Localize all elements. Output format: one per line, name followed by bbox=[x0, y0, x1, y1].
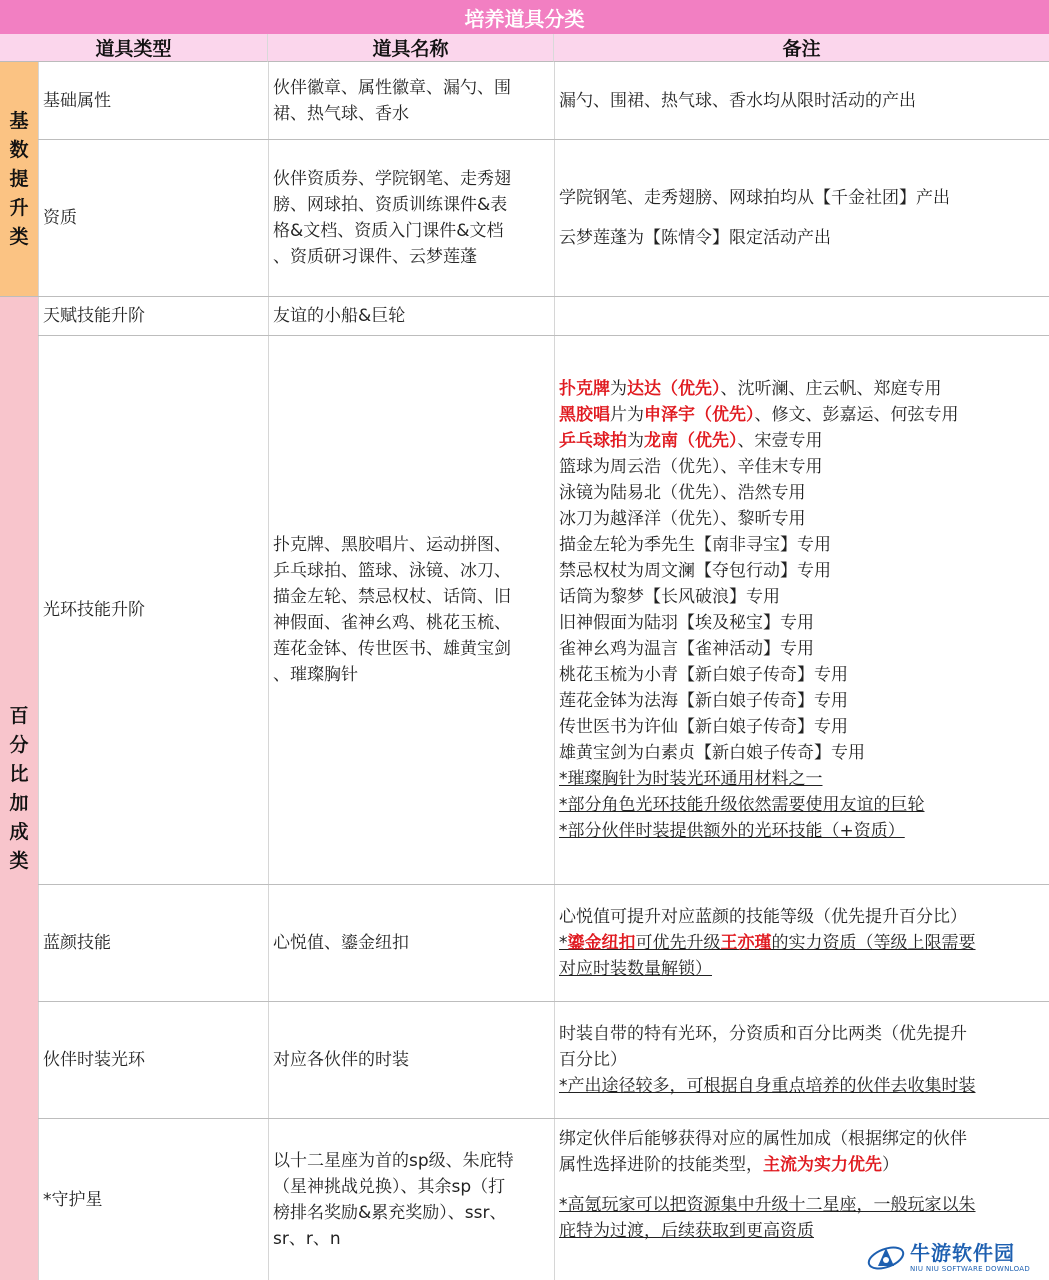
row4-note-rich-line: 扑克牌为达达（优先）、沈听澜、庄云帆、郑庭专用 bbox=[559, 379, 942, 399]
row6-note-line: 百分比） bbox=[559, 1050, 627, 1070]
row1-note: 漏勺、围裙、热气球、香水均从限时活动的产出 bbox=[559, 91, 916, 111]
row7-name-line: sr、r、n bbox=[273, 1228, 341, 1249]
row5-note-line: *鎏金纽扣可优先升级王亦瑾的实力资质（等级上限需要 bbox=[559, 933, 976, 953]
row5-note bbox=[555, 885, 1049, 1001]
row1-name bbox=[269, 63, 554, 139]
row4-note-rich-line: 黑胶唱片为申泽宇（优先）、修文、彭嘉运、何弦专用 bbox=[559, 405, 959, 425]
row4-type: 光环技能升阶 bbox=[43, 600, 145, 620]
row7-note-footnote: *高氪玩家可以把资源集中升级十二星座，一般玩家以朱 bbox=[559, 1195, 976, 1215]
row4-name-line: 、璀璨胸针 bbox=[273, 665, 358, 685]
row2-name-line: 膀、网球拍、资质训练课件&表 bbox=[273, 195, 508, 215]
header-name: 道具名称 bbox=[268, 34, 554, 62]
row7-name-line: 榜排名奖励&累充奖励）、ssr、 bbox=[273, 1202, 507, 1223]
watermark-subtitle: NIU NIU SOFTWARE DOWNLOAD bbox=[910, 1265, 1031, 1273]
row2-note bbox=[555, 140, 1049, 296]
row7-name-line: （星神挑战兑换）、其余sp（打 bbox=[273, 1176, 506, 1197]
row4-note-footnote: *部分伙伴时装提供额外的光环技能（+资质） bbox=[559, 821, 905, 841]
row4-note-line: 莲花金钵为法海【新白娘子传奇】专用 bbox=[559, 691, 848, 711]
row2-name-line: 伙伴资质券、学院钢笔、走秀翅 bbox=[273, 169, 511, 189]
row2-name-line: 、资质研习课件、云梦莲蓬 bbox=[273, 247, 477, 267]
row2-note-line: 云梦莲蓬为【陈情令】限定活动产出 bbox=[559, 228, 831, 248]
row1-name-line: 裙、热气球、香水 bbox=[273, 104, 409, 124]
row1-name-line: 伙伴徽章、属性徽章、漏勺、围 bbox=[273, 78, 511, 98]
row4-note-line: 禁忌权杖为周文澜【夺包行动】专用 bbox=[559, 561, 831, 581]
row7-note-line: 绑定伙伴后能够获得对应的属性加成（根据绑定的伙伴 bbox=[559, 1129, 967, 1149]
row2-type: 资质 bbox=[43, 208, 77, 228]
row4-note-line: 桃花玉梳为小青【新白娘子传奇】专用 bbox=[559, 665, 848, 685]
row4-name bbox=[269, 336, 554, 884]
category-percent: 百分比加成类 bbox=[0, 297, 38, 1280]
row3-type: 天赋技能升阶 bbox=[43, 306, 145, 326]
category-base: 基数提升类 bbox=[0, 62, 38, 296]
row4-note-line: 传世医书为许仙【新白娘子传奇】专用 bbox=[559, 717, 848, 737]
watermark-title: 牛游软件园 bbox=[910, 1241, 1015, 1265]
table-title: 培养道具分类 bbox=[0, 0, 1049, 34]
row5-note-line: 对应时装数量解锁） bbox=[559, 959, 712, 979]
row4-note-line: 泳镜为陆易北（优先）、浩然专用 bbox=[559, 483, 806, 503]
row6-note-footnote: *产出途径较多，可根据自身重点培养的伙伴去收集时装 bbox=[559, 1076, 976, 1096]
row6-name: 对应各伙伴的时装 bbox=[273, 1050, 409, 1070]
row4-note-line: 话筒为黎梦【长风破浪】专用 bbox=[559, 587, 780, 607]
row4-name-line: 扑克牌、黑胶唱片、运动拼图、 bbox=[273, 535, 511, 555]
row4-name-line: 描金左轮、禁忌权杖、话筒、旧 bbox=[273, 587, 511, 607]
row2-name bbox=[269, 140, 554, 296]
row5-type: 蓝颜技能 bbox=[43, 933, 111, 953]
header-note: 备注 bbox=[554, 34, 1049, 62]
row7-note-line: 属性选择进阶的技能类型，主流为实力优先） bbox=[559, 1155, 899, 1175]
row7-note-footnote: 庇特为过渡，后续获取到更高资质 bbox=[559, 1221, 814, 1241]
row4-note-line: 冰刀为越泽洋（优先）、黎昕专用 bbox=[559, 509, 806, 529]
niuyou-logo-icon bbox=[866, 1242, 906, 1274]
row4-note-line: 旧神假面为陆羽【埃及秘宝】专用 bbox=[559, 613, 814, 633]
row2-name-line: 格&文档、资质入门课件&文档 bbox=[273, 221, 504, 241]
row4-note-footnote: *璀璨胸针为时装光环通用材料之一 bbox=[559, 769, 823, 789]
row4-note-line: 雀神幺鸡为温言【雀神活动】专用 bbox=[559, 639, 814, 659]
row4-note-line: 描金左轮为季先生【南非寻宝】专用 bbox=[559, 535, 831, 555]
row6-note bbox=[555, 1002, 1049, 1118]
row7-name bbox=[269, 1119, 554, 1280]
row7-name-line: 以十二星座为首的sp级、朱庇特 bbox=[273, 1150, 514, 1171]
row7-type: *守护星 bbox=[43, 1189, 103, 1210]
row1-type: 基础属性 bbox=[43, 91, 111, 111]
row4-name-line: 莲花金钵、传世医书、雄黄宝剑 bbox=[273, 639, 511, 659]
row3-name: 友谊的小船&巨轮 bbox=[273, 306, 406, 326]
row4-note-rich-line: 乒乓球拍为龙南（优先）、宋壹专用 bbox=[559, 431, 823, 451]
row4-note-line: 篮球为周云浩（优先）、辛佳末专用 bbox=[559, 457, 823, 477]
row5-name: 心悦值、鎏金纽扣 bbox=[273, 933, 409, 953]
row4-note-line: 雄黄宝剑为白素贞【新白娘子传奇】专用 bbox=[559, 743, 865, 763]
row4-note bbox=[555, 336, 1049, 884]
row4-note-footnote: *部分角色光环技能升级依然需要使用友谊的巨轮 bbox=[559, 795, 925, 815]
row4-name-line: 乒乓球拍、篮球、泳镜、冰刀、 bbox=[273, 561, 511, 581]
row5-note-line: 心悦值可提升对应蓝颜的技能等级（优先提升百分比） bbox=[559, 907, 967, 927]
row2-note-line: 学院钢笔、走秀翅膀、网球拍均从【千金社团】产出 bbox=[559, 188, 950, 208]
row4-name-line: 神假面、雀神幺鸡、桃花玉梳、 bbox=[273, 613, 511, 633]
header-type: 道具类型 bbox=[0, 34, 268, 62]
watermark bbox=[864, 1236, 1049, 1280]
row6-note-line: 时装自带的特有光环，分资质和百分比两类（优先提升 bbox=[559, 1024, 967, 1044]
row6-type: 伙伴时装光环 bbox=[43, 1050, 145, 1070]
